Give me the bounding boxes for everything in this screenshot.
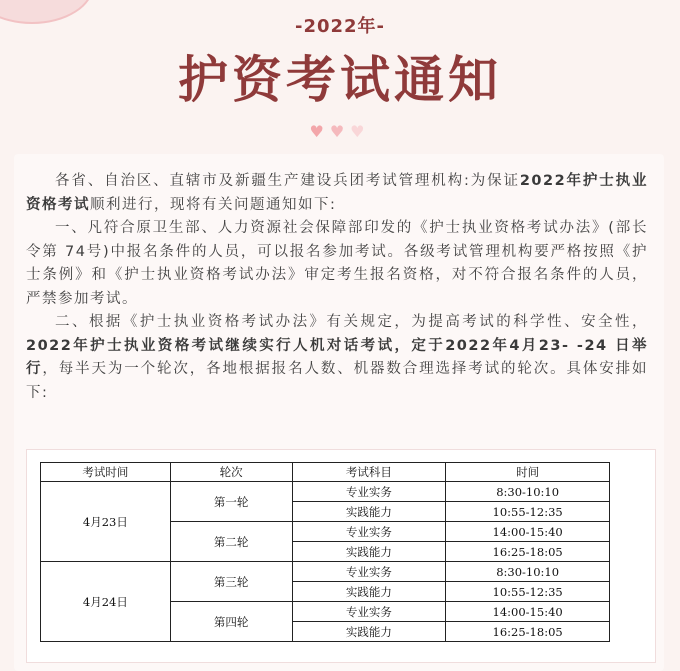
paragraph-one: 一、凡符合原卫生部、人力资源社会保障部印发的《护士执业资格考试办法》(部长令第 74号)中报名条件的人员，可以报名参加考试。各级考试管理机构要严格按照《护士条例》和《护士执业资格考试办法》审定考生报名资格，对不符合报名条件的人员，严禁参加考试。 [26, 220, 648, 307]
subject-cell: 实践能力 [292, 542, 446, 562]
subject-cell: 实践能力 [292, 502, 446, 522]
time-cell: 16:25-18:05 [446, 622, 610, 642]
page-title: 护资考试通知 [178, 51, 502, 109]
time-cell: 8:30-10:10 [446, 562, 610, 582]
round-cell: 第四轮 [170, 602, 292, 642]
notice-body [26, 170, 648, 405]
table-row [41, 562, 610, 582]
header-subject: 考试科目 [292, 463, 446, 482]
header-time: 时间 [446, 463, 610, 482]
round-cell: 第二轮 [170, 522, 292, 562]
time-cell: 16:25-18:05 [446, 542, 610, 562]
subject-cell: 实践能力 [292, 622, 446, 642]
subject-cell: 专业实务 [292, 522, 446, 542]
subject-cell: 专业实务 [292, 482, 446, 502]
bold-exam-name: 2022年护士执业资格考试 [26, 173, 649, 213]
time-cell: 8:30-10:10 [446, 482, 610, 502]
table-row [41, 482, 610, 502]
time-cell: 14:00-15:40 [446, 522, 610, 542]
paragraph-intro: 各省、自治区、直辖市及新疆生产建设兵团考试管理机构:为保证2022年护士执业资格考试顺利进行，现将有关问题通知如下: [26, 173, 649, 213]
subject-cell: 专业实务 [292, 602, 446, 622]
round-cell: 第一轮 [170, 482, 292, 522]
year-label: -2022年- [294, 16, 386, 37]
time-cell: 10:55-12:35 [446, 502, 610, 522]
table-header-row [41, 463, 610, 482]
date-cell: 4月24日 [41, 562, 171, 642]
header-round: 轮次 [170, 463, 292, 482]
paragraph-two: 二、根据《护士执业资格考试办法》有关规定，为提高考试的科学性、安全性，2022年护士执业资格考试继续实行人机对话考试，定于2022年4月23- -24 日举行，每半天为一个轮次，各地根据报名人数、机器数合理选择考试的轮次。具体安排如下: [26, 314, 649, 401]
time-cell: 10:55-12:35 [446, 582, 610, 602]
hearts-decoration [0, 122, 680, 141]
subject-cell: 专业实务 [292, 562, 446, 582]
bold-exam-dates: 2022年护士执业资格考试继续实行人机对话考试，定于2022年4月23- -24 日举行 [26, 337, 648, 377]
date-cell: 4月23日 [41, 482, 171, 562]
heart-icon: ♥ [309, 122, 330, 141]
subject-cell: 实践能力 [292, 582, 446, 602]
heart-icon: ♥ [350, 122, 371, 141]
time-cell: 14:00-15:40 [446, 602, 610, 622]
schedule-table [40, 462, 610, 642]
round-cell: 第三轮 [170, 562, 292, 602]
heart-icon: ♥ [329, 122, 351, 141]
schedule-table-frame [26, 449, 656, 663]
header-exam-date: 考试时间 [41, 463, 171, 482]
